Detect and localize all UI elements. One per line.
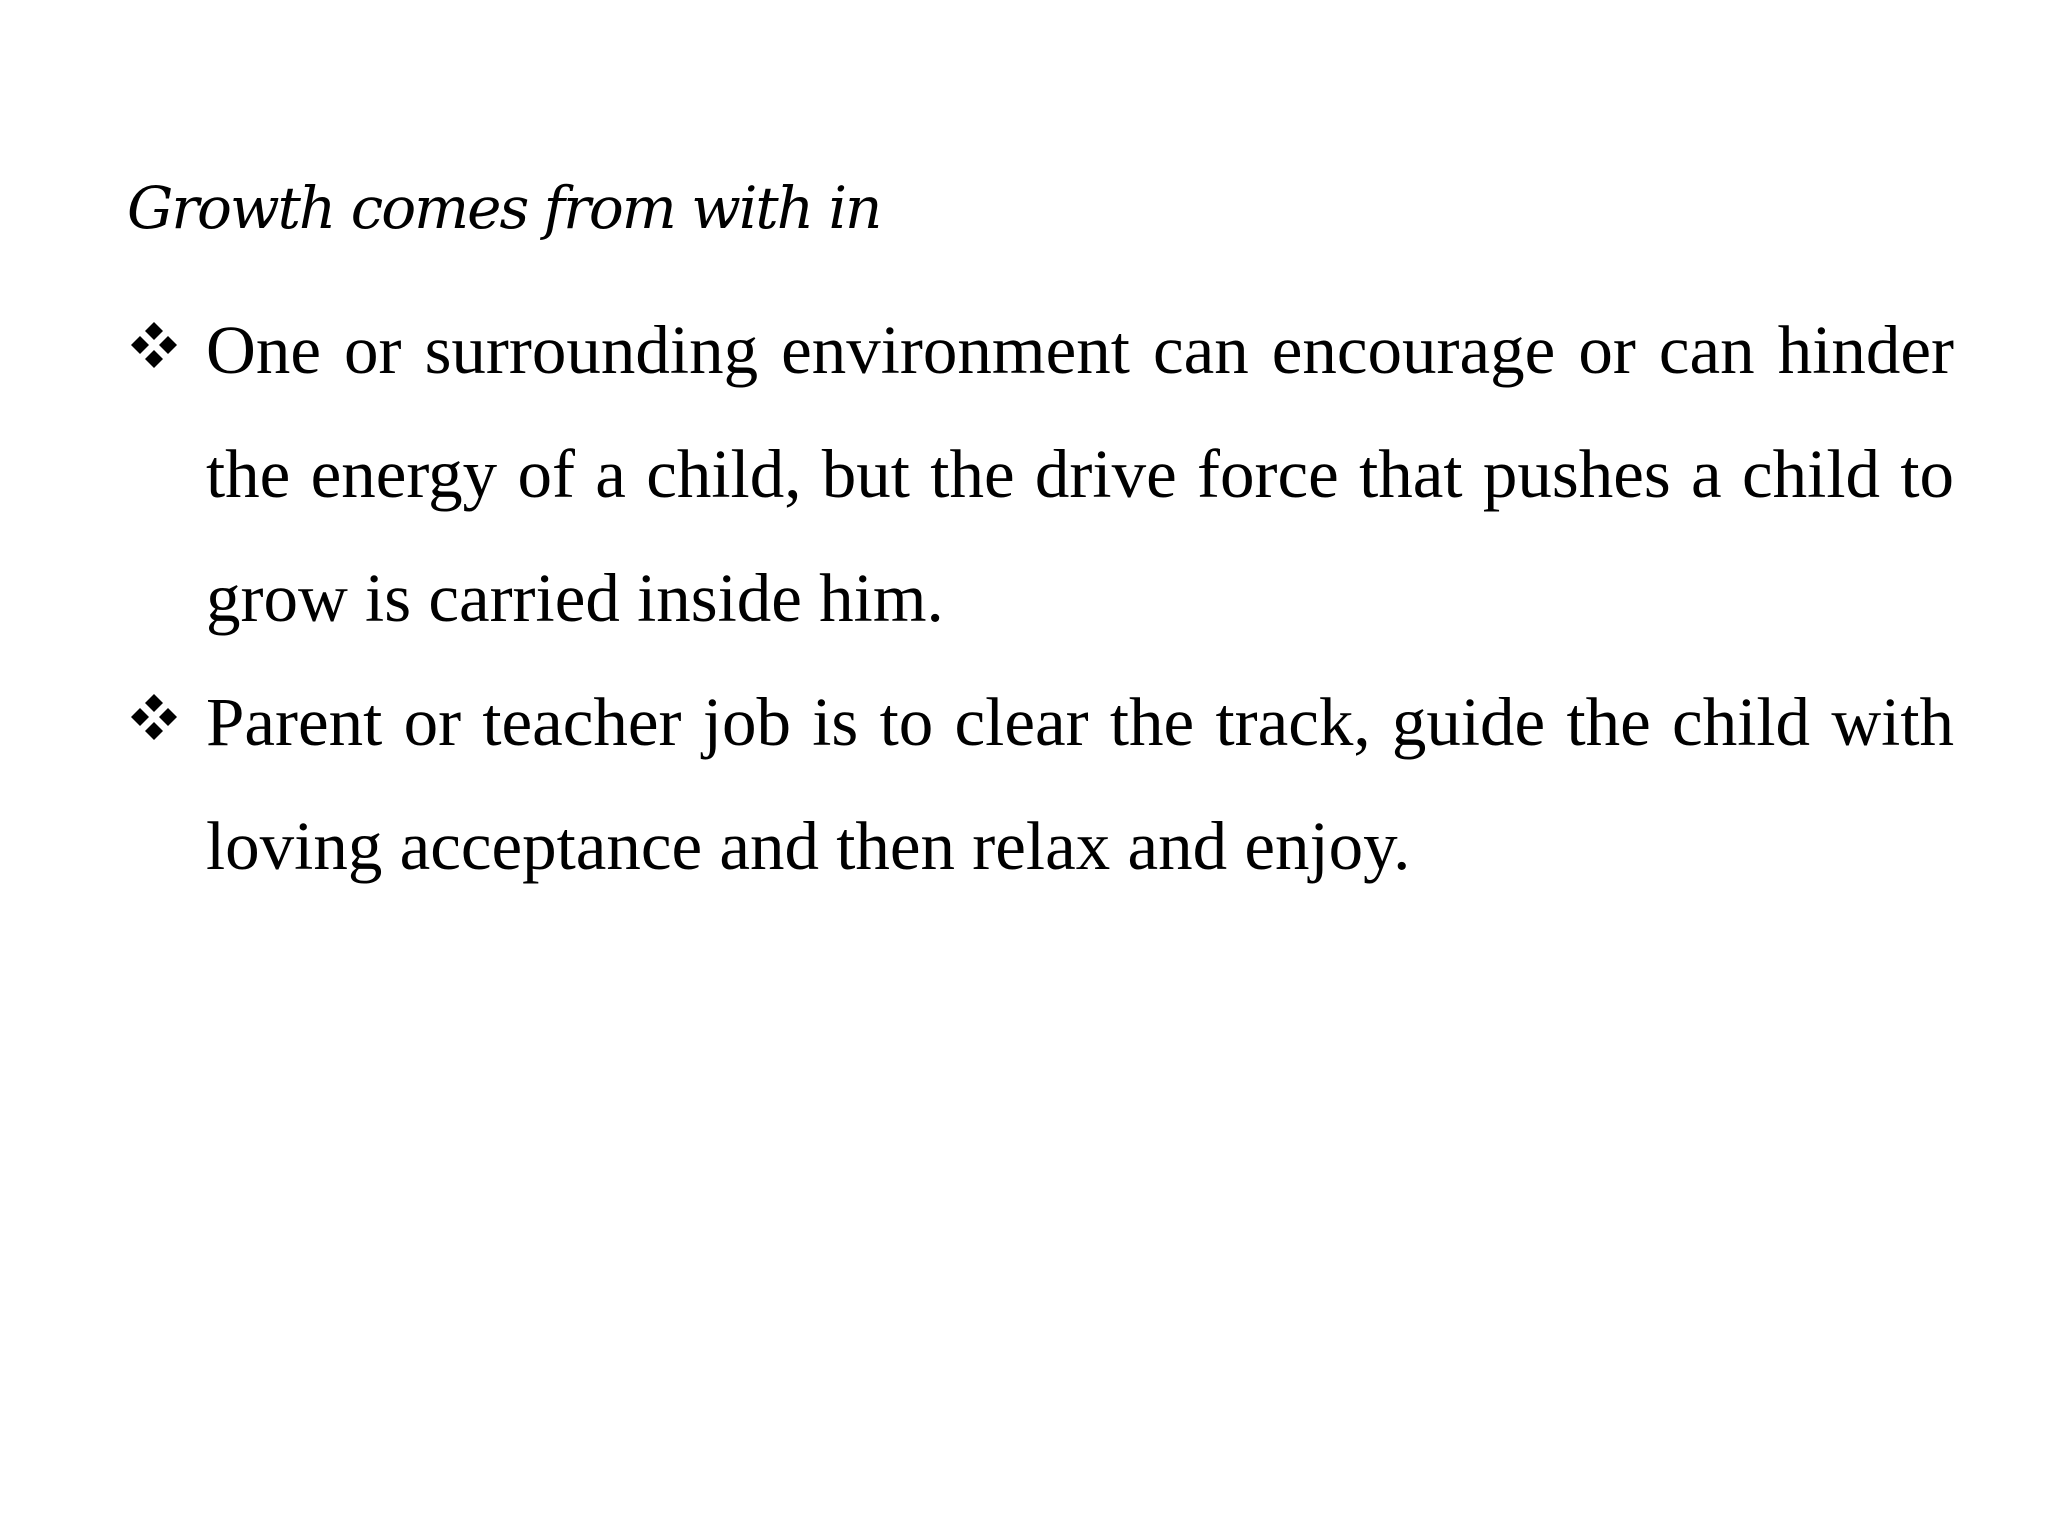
- bullet-list: [127, 288, 1954, 908]
- bullet-text: Parent or teacher job is to clear the track, guide the child with loving acceptance and then relax and enjoy.: [206, 684, 1954, 884]
- slide-title: Growth comes from with in: [127, 174, 881, 242]
- four-diamond-bullet-icon: [129, 692, 179, 742]
- bullet-text: One or surrounding environment can encourage or can hinder the energy of a child, but the drive force that pushes a child to grow is carried inside him.: [206, 312, 1954, 636]
- four-diamond-bullet-icon: [129, 320, 179, 370]
- bullet-item: [127, 288, 1954, 660]
- bullet-item: [127, 660, 1954, 908]
